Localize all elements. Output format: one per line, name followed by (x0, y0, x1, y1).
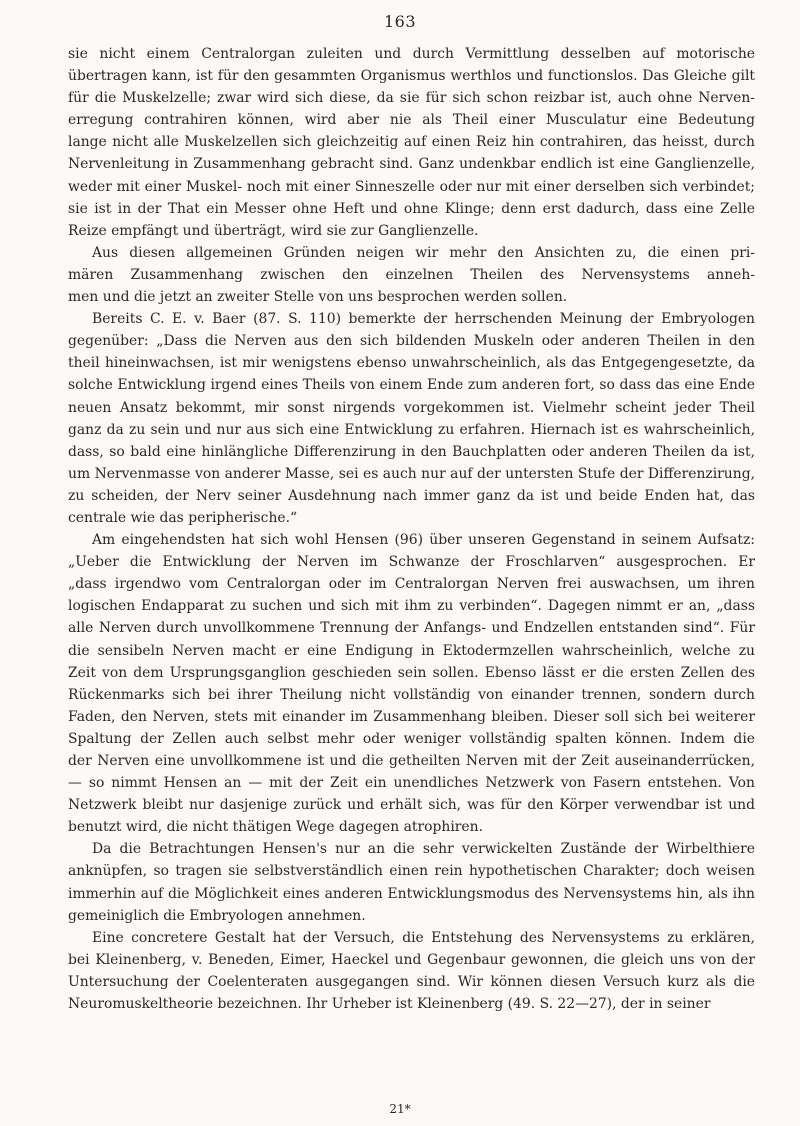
text-line: bei Kleinenberg, v. Beneden, Eimer, Haeckel und Gegenbaur gewonnen, die gleich uns von der (68, 951, 755, 968)
text-line: gemeiniglich die Embryologen annehmen. (68, 907, 366, 924)
text-line: Aus diesen allgemeinen Gründen neigen wir mehr den Ansichten zu, die einen pri- (92, 244, 755, 261)
page-number: 163 (383, 12, 417, 31)
text-line: solche Entwicklung irgend eines Theils von einem Ende zum anderen fort, so dass das eine Ende (68, 377, 755, 394)
text-line: neuen Ansatz bekommt, mir sonst nirgends vorgekommen ist. Vielmehr scheint jeder Theil (68, 399, 755, 416)
text-line: die sensibeln Nerven macht er eine Endigung in Ektodermzellen wahrscheinlich, welche zu (68, 642, 755, 659)
text-line: logischen Endapparat zu suchen und sich mit ihm zu verbinden“. Dagegen nimmt er an, „dass (68, 598, 755, 615)
text-line: Nervenleitung in Zusammenhang gebracht sind. Ganz undenkbar endlich ist eine Ganglienzelle, (68, 156, 755, 173)
text-line: für die Muskelzelle; zwar wird sich diese, da sie für sich schon reizbar ist, auch ohne Nerven- (68, 90, 755, 107)
text-line: Eine concretere Gestalt hat der Versuch, die Entstehung des Nervensystems zu erklären, (92, 929, 755, 946)
text-line: Netzwerk bleibt nur dasjenige zurück und erhält sich, was für den Körper verwendbar ist und (68, 797, 755, 814)
text-line: übertragen kann, ist für den gesammten Organismus werthlos und functionslos. Das Gleiche gilt (68, 68, 755, 85)
text-line: Bereits C. E. v. Baer (87. S. 110) bemerkte der herrschenden Meinung der Embryologen (92, 311, 755, 328)
text-line: sie nicht einem Centralorgan zuleiten und durch Vermittlung desselben auf motorische (68, 46, 755, 62)
text-line: — so nimmt Hensen an — mit der Zeit ein unendliches Netzwerk von Fasern entstehen. Von (68, 775, 755, 792)
text-line: ganz da zu sein und nur aus sich eine Entwicklung zu erfahren. Hiernach ist es wahrscheinlich, (68, 421, 755, 438)
text-line: Untersuchung der Coelenteraten ausgegangen sind. Wir können diesen Versuch kurz als die (68, 973, 755, 990)
text-line: Faden, den Nerven, stets mit einander im Zusammenhang bleiben. Dieser soll sich bei weiterer (68, 708, 755, 725)
text-line: gegenüber: „Dass die Nerven aus den sich bildenden Muskeln oder anderen Theilen in den (68, 333, 755, 350)
text-line: Rückenmarks sich bei ihrer Theilung nicht vollständig von einander trennen, sondern durch (68, 686, 755, 703)
text-line: anknüpfen, so tragen sie selbstverständlich einen rein hypothetischen Charakter; doch weisen (68, 863, 755, 880)
text-line: men und die jetzt an zweiter Stelle von uns besprochen werden sollen. (68, 289, 568, 306)
text-line: „Ueber die Entwicklung der Nerven im Schwanze der Froschlarven“ ausgesprochen. Er (68, 554, 755, 571)
text-line: um Nervenmasse von anderer Masse, sei es auch nur auf der untersten Stufe der Differenzirung, (68, 465, 755, 482)
text-line: dass, so bald eine hinlängliche Differenzirung in den Bauchplatten oder anderen Theilen da ist, (68, 443, 755, 460)
text-line: Neuromuskeltheorie bezeichnen. Ihr Urheber ist Kleinenberg (49. S. 22—27), der in seiner (68, 996, 711, 1013)
body-text (68, 43, 755, 1015)
text-line: Spaltung der Zellen auch selbst mehr oder weniger vollständig spalten können. Indem die (68, 730, 755, 747)
text-line: zu scheiden, der Nerv seiner Ausdehnung nach immer ganz da ist und beide Enden hat, das (68, 487, 755, 504)
text-line: mären Zusammenhang zwischen den einzelnen Theilen des Nervensystems anneh- (68, 266, 755, 283)
signature-mark: 21* (389, 1102, 411, 1116)
text-line: der Nerven eine unvollkommene ist und die getheilten Nerven mit der Zeit auseinanderrücken, (68, 753, 755, 769)
text-line: Reize empfängt und überträgt, wird sie zur Ganglienzelle. (68, 222, 479, 239)
text-line: immerhin auf die Möglichkeit eines anderen Entwicklungsmodus des Nervensystems hin, als ihn (68, 885, 755, 902)
text-line: Da die Betrachtungen Hensen's nur an die sehr verwickelten Zustände der Wirbelthiere (92, 841, 755, 858)
text-line: Am eingehendsten hat sich wohl Hensen (96) über unseren Gegenstand in seinem Aufsatz: (92, 532, 755, 549)
text-line: centrale wie das peripherische.“ (68, 509, 298, 526)
text-line: benutzt wird, die nicht thätigen Wege dagegen atrophiren. (68, 819, 484, 836)
text-line: Zeit von dem Ursprungsganglion geschieden sein sollen. Ebenso lässt er die ersten Zellen des (68, 664, 755, 681)
text-line: alle Nerven durch unvollkommene Trennung der Anfangs- und Endzellen entstanden sind“. Für (68, 620, 755, 637)
text-line: lange nicht alle Muskelzellen sich gleichzeitig auf einen Reiz hin contrahiren, das heisst, durch (68, 134, 755, 151)
text-line: sie ist in der That ein Messer ohne Heft und ohne Klinge; denn erst dadurch, dass eine Zelle (68, 200, 755, 217)
text-line: theil hineinwachsen, ist mir wenigstens ebenso unwahrscheinlich, als das Entgegengesetzte, da (68, 355, 755, 372)
text-line: „dass irgendwo vom Centralorgan oder im Centralorgan Nerven frei auswachsen, um ihren (68, 576, 755, 593)
text-line: weder mit einer Muskel- noch mit einer Sinneszelle oder nur mit einer derselben sich verbindet; (68, 178, 755, 195)
text-line: erregung contrahiren können, wird aber nie als Theil einer Musculatur eine Bedeutung (68, 112, 755, 129)
